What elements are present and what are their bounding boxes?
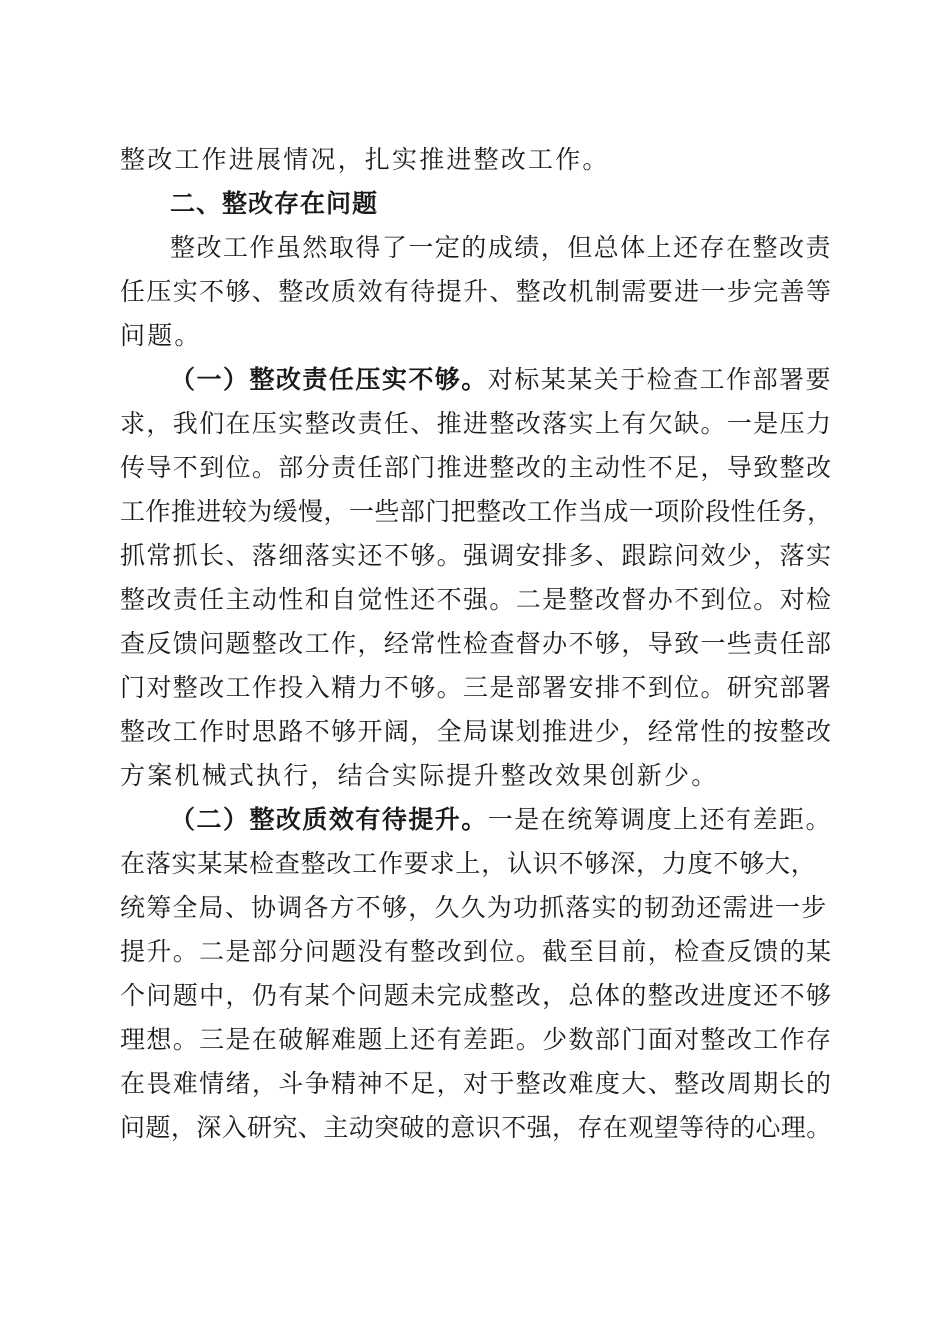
text-line [120,541,832,571]
text-line [120,629,832,659]
line-text: 一是在统筹调度上还有差距。 [487,805,833,834]
text-line [120,145,610,175]
line-text: 方案机械式执行，结合实际提升整改效果创新少。 [120,761,719,790]
line-text: 提升。二是部分问题没有整改到位。截至目前，检查反馈的某 [120,937,833,966]
line-text: 任压实不够、整改质效有待提升、整改机制需要进一步完善等 [120,277,833,306]
text-line [120,453,832,483]
line-text: 门对整改工作投入精力不够。三是部署安排不到位。研究部署 [120,673,833,702]
text-line [120,321,202,351]
line-text: 个问题中，仍有某个问题未完成整改，总体的整改进度还不够 [120,981,833,1010]
line-text: 查反馈问题整改工作，经常性检查督办不够，导致一些责任部 [120,629,833,658]
text-line [120,981,832,1011]
subsection-first-line [170,805,832,835]
line-text: 对标某某关于检查工作部署要 [487,365,833,394]
section-heading [170,189,378,219]
text-line [120,717,832,747]
text-line [120,761,718,791]
line-text: 整改工作进展情况，扎实推进整改工作。 [120,145,610,174]
text-line [120,893,827,923]
line-text: 在落实某某检查整改工作要求上，认识不够深，力度不够大， [120,849,817,878]
text-line [120,1113,832,1143]
subsection-first-line [170,365,832,395]
line-text: 问题。 [120,321,202,350]
text-line [120,937,832,967]
line-text: 传导不到位。部分责任部门推进整改的主动性不足，导致整改 [120,453,833,482]
text-line [120,497,832,527]
line-text: 求，我们在压实整改责任、推进整改落实上有欠缺。一是压力 [120,409,833,438]
subsection-title: （一）整改责任压实不够。 [170,365,488,394]
paragraph-first-line [170,233,832,263]
text-line [120,1025,832,1055]
heading-text: 二、整改存在问题 [170,189,379,218]
line-text: 在畏难情绪，斗争精神不足，对于整改难度大、整改周期长的 [120,1069,833,1098]
line-text: 问题，深入研究、主动突破的意识不强，存在观望等待的心理。 [120,1113,832,1142]
line-text: 工作推进较为缓慢，一些部门把整改工作当成一项阶段性任务， [120,497,833,526]
line-text: 统筹全局、协调各方不够，久久为功抓落实的韧劲还需进一步 [120,893,828,922]
line-text: 整改责任主动性和自觉性还不强。二是整改督办不到位。对检 [120,585,833,614]
line-text: 整改工作虽然取得了一定的成绩，但总体上还存在整改责 [170,233,833,262]
line-text: 抓常抓长、落细落实还不够。强调安排多、跟踪问效少，落实 [120,541,833,570]
text-line [120,849,817,879]
line-text: 整改工作时思路不够开阔，全局谋划推进少，经常性的按整改 [120,717,833,746]
line-text: 理想。三是在破解难题上还有差距。少数部门面对整改工作存 [120,1025,833,1054]
text-line [120,277,832,307]
text-line [120,409,832,439]
text-line [120,585,832,615]
text-line [120,1069,832,1099]
text-line [120,673,832,703]
subsection-title: （二）整改质效有待提升。 [170,805,488,834]
